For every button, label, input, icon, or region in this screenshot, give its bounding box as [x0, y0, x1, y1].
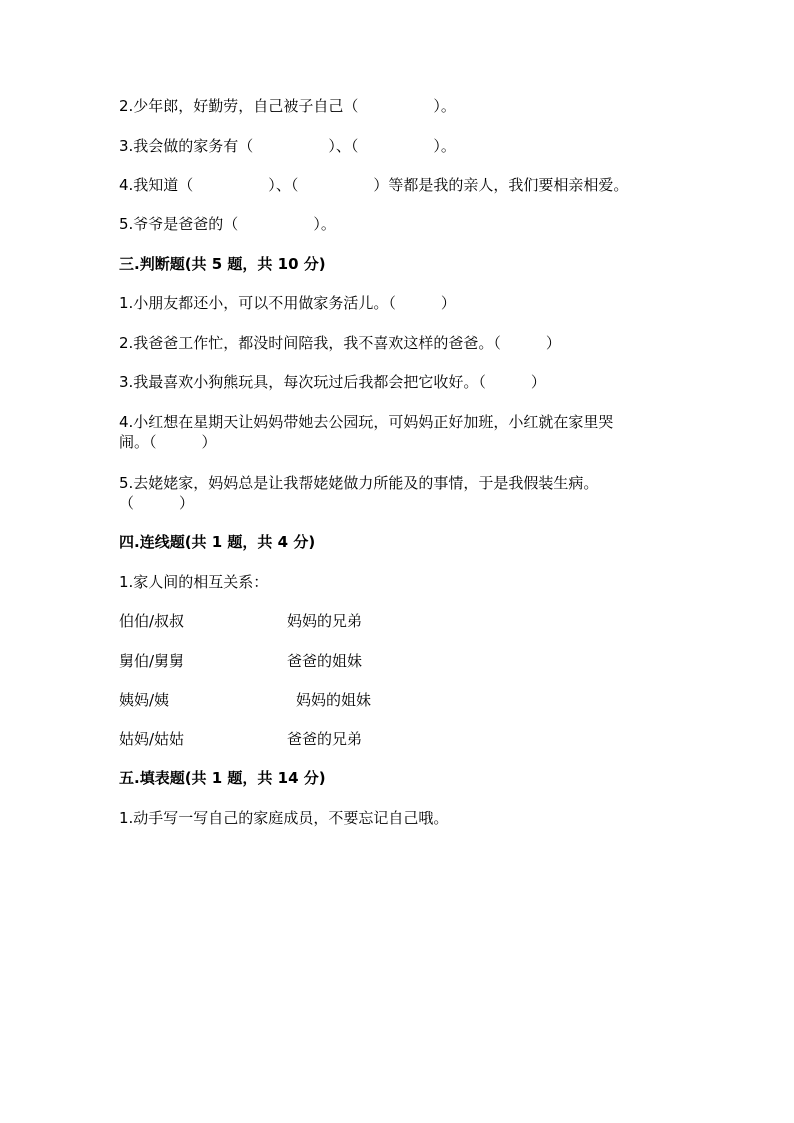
judge-question-1: 1.小朋友都还小，可以不用做家务活儿。（ ）	[119, 294, 456, 312]
judge-question-2: 2.我爸爸工作忙，都没时间陪我，我不喜欢这样的爸爸。（ ）	[119, 334, 561, 352]
judge-question-5-line1: 5.去姥姥家，妈妈总是让我帮姥姥做力所能及的事情，于是我假装生病。	[119, 474, 599, 492]
match-left-item: 姑妈/姑姑	[119, 730, 185, 748]
fill-question-3: 3.我会做的家务有（ ）、（ ）。	[119, 137, 456, 155]
fill-question-2: 2.少年郎，好勤劳，自己被子自己（ ）。	[119, 97, 456, 115]
match-left-item: 伯伯/叔叔	[119, 612, 185, 630]
judge-question-4-line1: 4.小红想在星期天让妈妈带她去公园玩，可妈妈正好加班，小红就在家里哭	[119, 413, 614, 431]
match-right-item: 爸爸的兄弟	[287, 730, 363, 748]
judge-question-5-line2: （ ）	[119, 494, 195, 512]
match-left-item: 姨妈/姨	[119, 691, 170, 709]
match-right-item: 妈妈的兄弟	[287, 612, 363, 630]
match-right-item: 爸爸的姐妹	[287, 652, 363, 670]
match-right-item: 妈妈的姐妹	[296, 691, 372, 709]
fill-question-4: 4.我知道（ ）、（ ）等都是我的亲人，我们要相亲相爱。	[119, 176, 629, 194]
judge-section-heading: 三.判断题(共 5 题，共 10 分)	[119, 255, 326, 273]
table-section-heading: 五.填表题(共 1 题，共 14 分)	[119, 769, 326, 787]
match-left-item: 舅伯/舅舅	[119, 652, 185, 670]
judge-question-4-line2: 闹。（ ）	[119, 433, 217, 451]
table-question-1: 1.动手写一写自己的家庭成员，不要忘记自己哦。	[119, 809, 449, 827]
judge-question-3: 3.我最喜欢小狗熊玩具，每次玩过后我都会把它收好。（ ）	[119, 373, 546, 391]
match-section-heading: 四.连线题(共 1 题，共 4 分)	[119, 533, 316, 551]
fill-question-5: 5.爷爷是爸爸的（ ）。	[119, 215, 336, 233]
match-question-1: 1.家人间的相互关系：	[119, 573, 269, 591]
